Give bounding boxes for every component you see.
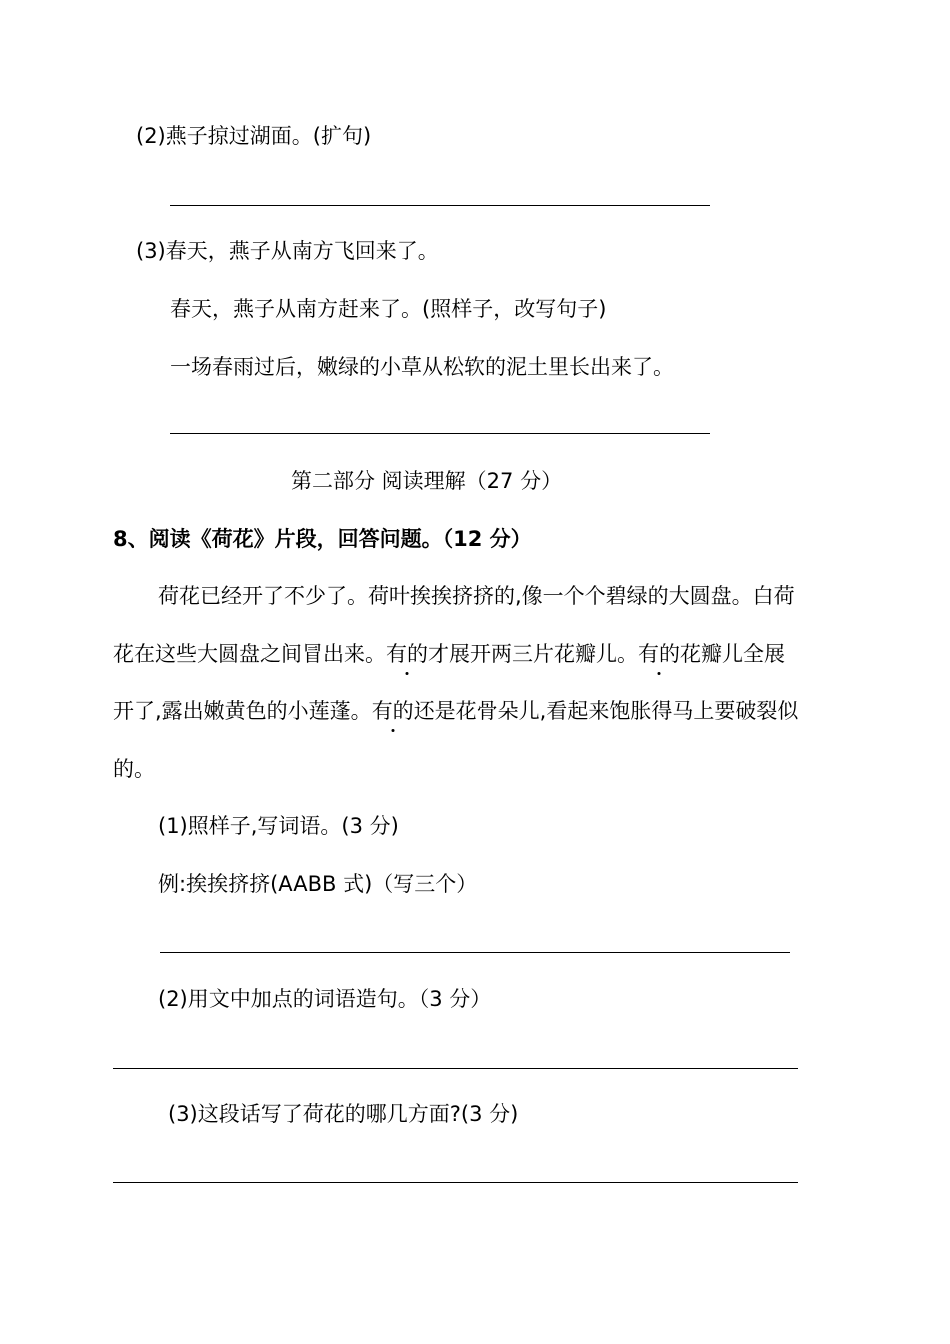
passage-text: 还是花骨朵儿,看起来饱胀得马上要破裂似	[413, 699, 799, 723]
passage-line-1: 荷花已经开了不少了。荷叶挨挨挤挤的,像一个个碧绿的大圆盘。白荷	[158, 584, 795, 608]
answer-line-q8-1[interactable]	[160, 952, 790, 953]
passage-text: 才展开两三片花瓣儿。	[428, 642, 638, 666]
passage-text: 花瓣儿全展	[680, 642, 785, 666]
passage-line-3	[113, 697, 798, 725]
answer-line-q8-2[interactable]	[113, 1068, 798, 1069]
answer-line-q8-3[interactable]	[113, 1182, 798, 1183]
q8-title: 8、阅读《荷花》片段，回答问题。（12 分）	[113, 527, 532, 551]
passage-text: 开了,露出嫩黄色的小莲蓬。	[113, 699, 372, 723]
passage-line-2	[113, 640, 785, 668]
q7-item3-prompt: 一场春雨过后，嫩绿的小草从松软的泥土里长出来了。	[170, 355, 674, 379]
q8-sub1: (1)照样子,写词语。(3 分)	[158, 814, 399, 838]
q7-item2: (2)燕子掠过湖面。(扩句)	[136, 124, 372, 148]
q7-item3-example: 春天，燕子从南方赶来了。(照样子，改写句子)	[170, 297, 607, 321]
part2-heading: 第二部分 阅读理解（27 分）	[291, 469, 563, 493]
dotted-word: 有的	[386, 642, 428, 666]
passage-line-4: 的。	[113, 757, 155, 781]
q8-sub2: (2)用文中加点的词语造句。（3 分）	[158, 987, 492, 1011]
q7-item3: (3)春天，燕子从南方飞回来了。	[136, 239, 439, 263]
dotted-word: 有的	[371, 699, 414, 723]
passage-text: 花在这些大圆盘之间冒出来。	[113, 642, 386, 666]
q8-sub1-example: 例:挨挨挤挤(AABB 式)（写三个）	[158, 872, 478, 896]
answer-line-q7-2[interactable]	[170, 205, 710, 206]
q8-sub3: (3)这段话写了荷花的哪几方面?(3 分)	[168, 1102, 519, 1126]
answer-line-q7-3[interactable]	[170, 433, 710, 434]
dotted-word: 有的	[638, 642, 680, 666]
